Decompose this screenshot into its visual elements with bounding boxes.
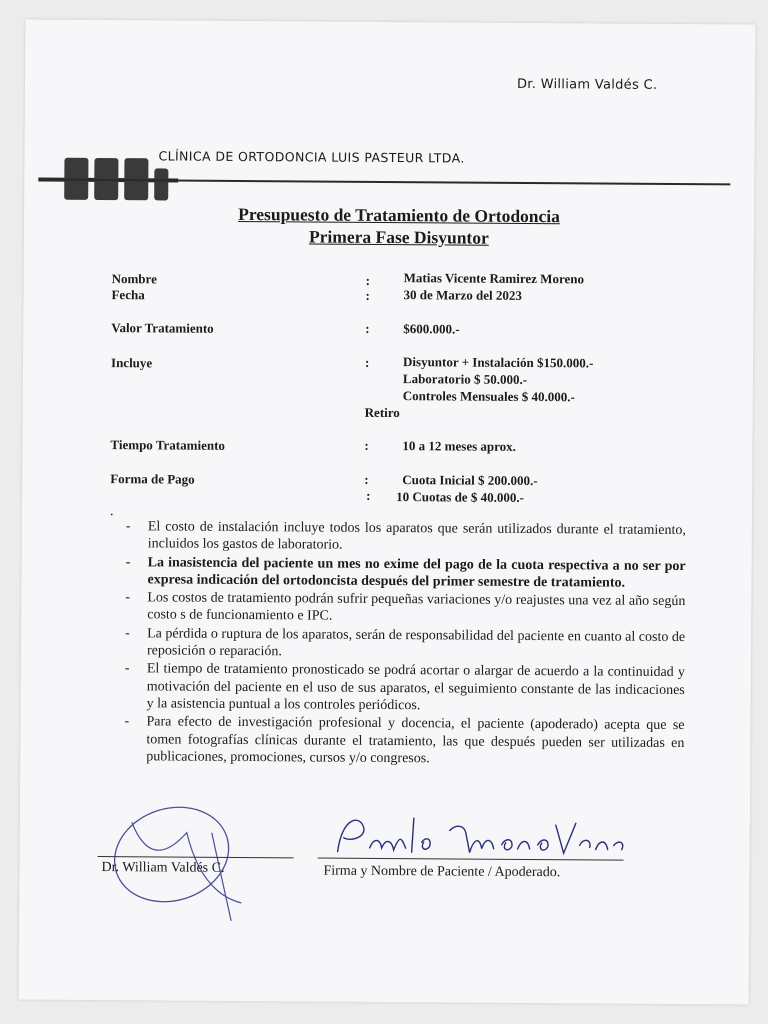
fecha-value: 30 de Marzo del 2023 bbox=[403, 287, 522, 303]
nombre-colon: : bbox=[365, 272, 371, 288]
terms-list bbox=[124, 518, 686, 770]
valor-label: Valor Tratamiento bbox=[111, 320, 214, 336]
title-line-2: Primera Fase Disyuntor bbox=[308, 226, 489, 248]
nombre-value: Matias Vicente Ramirez Moreno bbox=[403, 270, 585, 287]
document-page bbox=[19, 19, 756, 1004]
fecha-label: Fecha bbox=[111, 287, 145, 303]
pago-item: Cuota Inicial $ 200.000.- bbox=[402, 472, 538, 489]
valor-colon: : bbox=[365, 320, 370, 336]
tiempo-colon: : bbox=[364, 437, 369, 453]
valor-value: $600.000.- bbox=[403, 321, 460, 337]
patient-signature-label: Firma y Nombre de Paciente / Apoderado. bbox=[323, 863, 561, 881]
incluye-item: Laboratorio $ 50.000.- bbox=[402, 371, 528, 387]
retiro-text: Retiro bbox=[364, 404, 400, 421]
incluye-label: Incluye bbox=[110, 355, 153, 371]
clinic-name: CLÍNICA DE ORTODONCIA LUIS PASTEUR LTDA. bbox=[158, 148, 465, 166]
term-item: - Para efecto de investigación profesional y docencia, el paciente (apoderado) acepta que se tomen fotografías clínicas durante el tratamiento, las que después pueden ser utilizadas en publicaciones, promociones, cursos y/o congresos. bbox=[124, 713, 684, 769]
pago-colon: : bbox=[364, 471, 369, 487]
stray-dot: . bbox=[109, 504, 114, 520]
nombre-label: Nombre bbox=[111, 271, 157, 287]
pago-colon-2: : bbox=[366, 487, 371, 503]
incluye-list bbox=[403, 353, 594, 405]
term-item: - La pérdida o ruptura de los aparatos, serán de responsabilidad del paciente en cuanto al costo de reposición o reparación. bbox=[125, 625, 685, 664]
doctor-header: Dr. William Valdés C. bbox=[516, 76, 658, 93]
tiempo-value: 10 a 12 meses aprox. bbox=[402, 438, 517, 454]
incluye-item: Disyuntor + Instalación $150.000.- bbox=[402, 354, 594, 371]
pago-item: 10 Cuotas de $ 40.000.- bbox=[396, 489, 525, 505]
term-item: - El tiempo de tratamiento pronosticado se podrá acortar o alargar de acuerdo a la continuidad y motivación del paciente en el uso de sus aparatos, el seguimiento constante de las indicaciones y la asistencia puntual a los controles periódicos. bbox=[125, 661, 685, 717]
tiempo-label: Tiempo Tratamiento bbox=[110, 437, 225, 453]
term-item: - Los costos de tratamiento podrán sufrir pequeñas variaciones y/o reajustes una vez al año según costo s de funcionamiento e IPC. bbox=[125, 589, 685, 628]
term-item: - El costo de instalación incluye todos los aparatos que serán utilizados durante el tratamiento, incluidos los gastos de laboratorio. bbox=[126, 518, 686, 557]
pago-label: Forma de Pago bbox=[110, 471, 195, 487]
title-line-1: Presupuesto de Tratamiento de Ortodoncia bbox=[238, 203, 561, 227]
incluye-colon: : bbox=[364, 354, 370, 370]
term-item: - La inasistencia del paciente un mes no exime del pago de la cuota respectiva a no ser por expresa indicación del ortodoncista después del primer semestre de tratamiento. bbox=[125, 554, 685, 593]
doctor-signature-label: Dr. William Valdés C. bbox=[101, 860, 225, 876]
fecha-colon: : bbox=[365, 287, 370, 303]
document-title bbox=[224, 203, 574, 249]
incluye-item: Controles Mensuales $ 40.000.- bbox=[402, 388, 575, 405]
